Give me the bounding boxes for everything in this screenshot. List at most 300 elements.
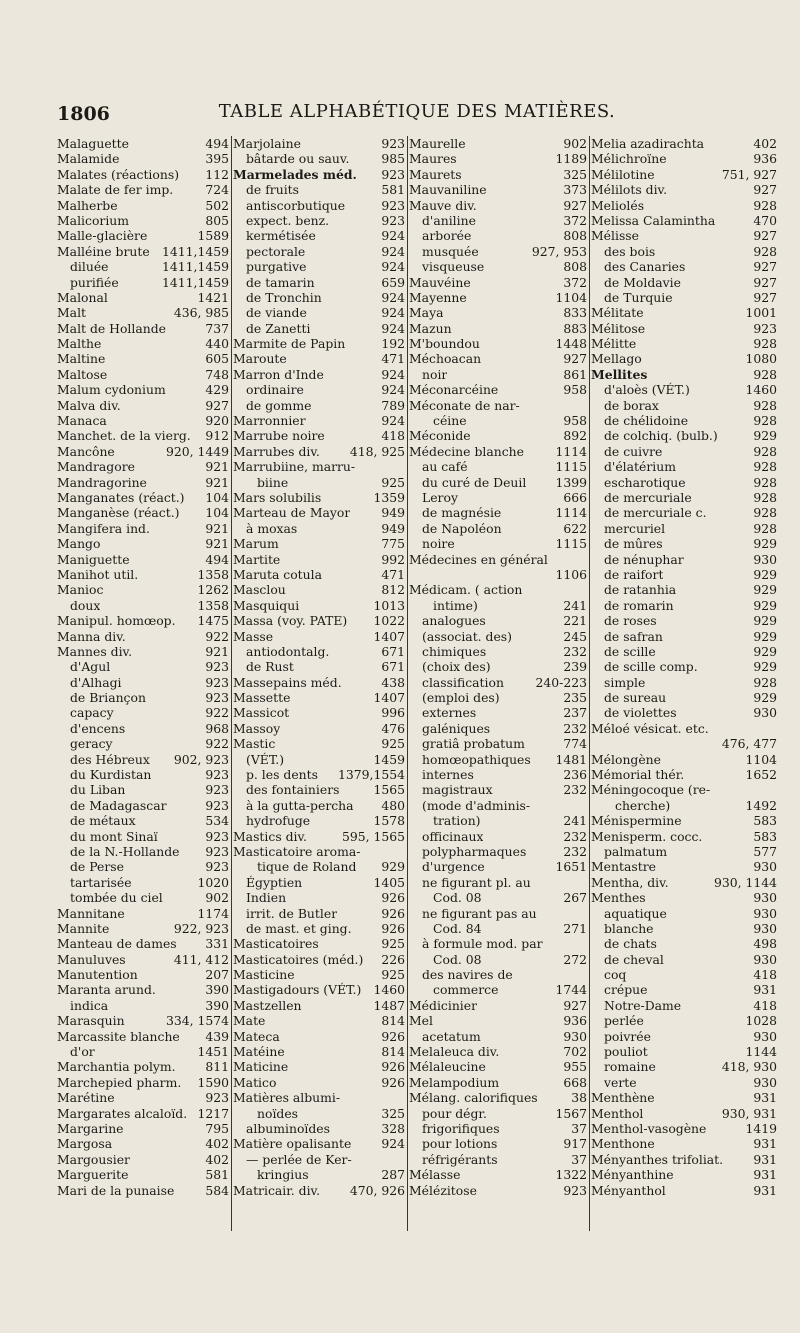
entry-pages: 1578 [373,813,405,829]
entry-term: Marrube noire [233,428,325,444]
entry-term: de Madagascar [70,797,167,813]
index-entry [409,521,587,536]
entry-pages: 812 [381,582,405,598]
entry-term: Mastzellen [233,997,302,1013]
entry-pages: 192 [381,336,405,352]
entry-pages: 232 [563,720,587,736]
entry-term: de mast. et ging. [246,920,352,936]
index-entry [409,305,587,320]
entry-pages: 1115 [555,536,587,552]
entry-term: Malamide [57,151,120,167]
index-entry [57,1183,229,1198]
entry-pages: 390 [205,982,229,998]
entry-term: Matricair. div. [233,1182,321,1198]
index-entry [591,398,777,413]
entry-term: d'urgence [422,859,485,875]
entry-pages: 1013 [373,597,405,613]
entry-term: Maniguette [57,551,130,567]
entry-term: frigorifiques [422,1121,500,1136]
entry-term: Maranta arund. [57,982,156,998]
entry-term: Mémorial thér. [591,767,685,783]
index-entry [591,798,777,813]
entry-term: de la N.-Hollande [70,843,180,859]
index-entry [591,136,777,151]
index-entry [591,890,777,905]
entry-term: Mannes div. [57,643,133,659]
entry-pages: 411, 412 [173,951,229,967]
entry-term: Médicam. ( action [409,582,523,598]
index-entry [409,167,587,182]
entry-term: Égyptien [246,874,303,890]
entry-pages: 808 [563,228,587,244]
index-entry [57,444,229,459]
index-entry [591,752,777,767]
entry-pages: 920, 1449 [165,443,229,459]
entry-term: d'aloès (VÉT.) [604,382,690,398]
index-entry [591,521,777,536]
entry-term: de magnésie [422,505,502,521]
index-entry [409,505,587,520]
entry-pages: 476, 477 [721,736,777,752]
entry-pages: 583 [753,828,777,844]
entry-pages: 232 [563,782,587,798]
index-entry [591,690,777,705]
index-entry [409,259,587,274]
index-entry [409,1121,587,1136]
entry-term: Malate de fer imp. [57,182,174,198]
entry-term: (mode d'adminis- [422,797,531,813]
entry-pages: 930 [753,1074,777,1090]
entry-pages: 584 [205,1182,229,1198]
entry-term: Mellites [591,366,648,382]
index-entry [57,582,229,597]
index-entry [409,182,587,197]
entry-term: Mauve div. [409,197,477,213]
entry-pages: 923 [205,767,229,783]
index-entry [591,228,777,243]
entry-pages: 929 [753,536,777,552]
entry-pages: 1104 [745,751,777,767]
entry-pages: 1022 [373,613,405,629]
entry-term: de violettes [604,705,677,721]
entry-term: Maltose [57,366,108,382]
entry-pages: 931 [753,1182,777,1198]
entry-term: arborée [422,228,472,244]
index-entry [409,936,587,951]
entry-term: Mangifera ind. [57,520,150,536]
index-entry [409,659,587,674]
entry-pages: 1322 [555,1167,587,1183]
entry-term: du Liban [70,782,126,798]
index-entry [57,321,229,336]
entry-term: Malicorium [57,212,130,228]
index-entry [233,367,405,382]
entry-pages: 1217 [197,1105,229,1121]
entry-term: de cuivre [604,443,663,459]
index-entry [57,613,229,628]
index-entry [57,629,229,644]
index-entry [591,182,777,197]
entry-pages: 924 [381,305,405,321]
entry-pages: 921 [205,474,229,490]
index-entry [57,1152,229,1167]
entry-term: tique de Roland [257,859,357,875]
entry-pages: 1407 [373,690,405,706]
index-entry [57,1013,229,1028]
entry-term: Margousier [57,1151,130,1167]
entry-pages: 1419 [745,1121,777,1136]
entry-term: Malthe [57,336,102,352]
index-entry [409,921,587,936]
index-entry [233,228,405,243]
index-entry [57,552,229,567]
entry-pages: 936 [563,1013,587,1029]
index-entry [233,536,405,551]
entry-term: Mastic [233,736,276,752]
entry-term: hydrofuge [246,813,311,829]
index-entry [409,952,587,967]
entry-pages: 929 [753,428,777,444]
entry-pages: 1028 [745,1013,777,1029]
index-entry [591,736,777,751]
entry-term: Méconate de nar- [409,397,520,413]
entry-term: Mélisse [591,228,639,244]
entry-pages: 931 [753,982,777,998]
entry-pages: 924 [381,259,405,275]
index-entry [57,413,229,428]
index-entry [591,767,777,782]
entry-term: de chats [604,936,657,952]
entry-term: M'boundou [409,336,480,352]
index-entry [57,598,229,613]
index-entry [233,1090,405,1105]
index-entry [409,428,587,443]
entry-pages: 924 [381,1136,405,1152]
entry-pages: 923 [753,320,777,336]
index-entry [57,136,229,151]
index-entry [409,598,587,613]
entry-term: Ményanthine [591,1167,674,1183]
entry-pages: 235 [563,690,587,706]
entry-pages: 577 [753,843,777,859]
entry-pages: 328 [381,1121,405,1136]
entry-pages: 924 [381,289,405,305]
index-column-1 [57,136,229,1231]
entry-pages: 833 [563,305,587,321]
entry-term: de Zanetti [246,320,311,336]
index-entry [591,1059,777,1074]
index-entry [233,182,405,197]
entry-pages: 811 [205,1059,229,1075]
entry-term: tration) [433,813,481,829]
index-entry [233,936,405,951]
entry-pages: 923 [205,797,229,813]
entry-term: bâtarde ou sauv. [246,151,350,167]
entry-pages: 861 [563,366,587,382]
entry-term: pour lotions [422,1136,498,1152]
index-entry [591,967,777,982]
index-entry [57,567,229,582]
entry-pages: 924 [381,228,405,244]
entry-pages: 927 [753,274,777,290]
entry-term: de nénuphar [604,551,684,567]
index-entry [57,490,229,505]
index-entry [591,644,777,659]
entry-pages: 924 [381,243,405,259]
entry-term: Marrubiine, marru- [233,459,356,475]
index-entry [591,629,777,644]
entry-pages: 922, 923 [173,920,229,936]
index-entry [57,536,229,551]
entry-pages: 902, 923 [173,751,229,767]
index-entry [409,875,587,890]
index-entry [57,182,229,197]
entry-term: pour dégr. [422,1105,487,1121]
entry-term: noire [422,536,455,552]
index-entry [591,459,777,474]
index-entry [233,705,405,720]
entry-term: gratiâ probatum [422,736,525,752]
entry-term: du curé de Deuil [422,474,527,490]
entry-pages: 928 [753,520,777,536]
entry-pages: 931 [753,1167,777,1183]
running-title: TABLE ALPHABÉTIQUE DES MATIÈRES. [218,101,616,122]
index-entry [57,275,229,290]
entry-term: Cod. 08 [433,951,482,967]
entry-pages: 104 [205,489,229,505]
index-entry [233,198,405,213]
entry-pages: 928 [753,474,777,490]
index-columns [57,136,777,1231]
entry-term: Malum cydonium [57,382,166,398]
entry-pages: 671 [381,659,405,675]
entry-pages: 930 [753,890,777,906]
entry-pages: 929 [753,643,777,659]
index-entry [57,675,229,690]
index-entry [233,875,405,890]
entry-term: de scille comp. [604,659,698,675]
entry-term: Masticatoire aroma- [233,843,361,859]
entry-term: Menthes [591,890,646,906]
index-entry [591,367,777,382]
entry-term: Leroy [422,489,458,505]
index-entry [409,798,587,813]
entry-term: Cod. 84 [433,920,482,936]
entry-pages: 1460 [373,982,405,998]
index-entry [409,136,587,151]
entry-term: d'or [70,1044,95,1060]
entry-term: coq [604,967,627,983]
entry-term: Melia azadirachta [591,136,705,151]
entry-term: Marchantia polym. [57,1059,176,1075]
entry-pages: 929 [753,597,777,613]
entry-term: de romarin [604,597,674,613]
entry-pages: 928 [753,674,777,690]
index-entry [233,321,405,336]
entry-pages: 930 [753,551,777,567]
entry-term: purifiée [70,274,119,290]
index-entry [57,259,229,274]
index-entry [233,813,405,828]
entry-term: Massoy [233,720,281,736]
index-entry [591,336,777,351]
entry-term: Malates (réactions) [57,166,180,182]
entry-term: Menthol [591,1105,644,1121]
entry-term: Margarine [57,1121,124,1136]
index-entry [591,552,777,567]
entry-term: verte [604,1074,637,1090]
index-entry [591,1013,777,1028]
entry-pages: 605 [205,351,229,367]
entry-term: d'aniline [422,212,476,228]
entry-pages: 1262 [197,582,229,598]
index-entry [409,721,587,736]
entry-pages: 958 [563,382,587,398]
entry-term: Maures [409,151,457,167]
index-entry [591,413,777,428]
index-entry [409,367,587,382]
entry-term: biine [257,474,289,490]
index-entry [409,1029,587,1044]
entry-pages: 1189 [555,151,587,167]
index-entry [233,906,405,921]
entry-term: de Napoléon [422,520,502,536]
entry-term: de ratanhia [604,582,677,598]
index-entry [233,1136,405,1151]
entry-term: Maruta cotula [233,566,322,582]
entry-pages: 927 [563,997,587,1013]
index-entry [57,290,229,305]
index-column-4 [591,136,777,1231]
entry-pages: 926 [381,890,405,906]
entry-term: Malt [57,305,87,321]
entry-pages: 1001 [745,305,777,321]
index-entry [591,1044,777,1059]
index-entry [409,752,587,767]
entry-term: Margosa [57,1136,113,1152]
entry-pages: 929 [753,566,777,582]
entry-term: Mazun [409,320,452,336]
entry-term: Masticatoires [233,936,319,952]
entry-pages: 921 [205,459,229,475]
entry-term: homœopathiques [422,751,531,767]
entry-pages: 926 [381,1059,405,1075]
entry-pages: 926 [381,1028,405,1044]
index-entry [57,813,229,828]
entry-pages: 996 [381,705,405,721]
entry-pages: 928 [753,197,777,213]
index-entry [409,629,587,644]
entry-pages: 1487 [373,997,405,1013]
entry-term: Marcassite blanche [57,1028,180,1044]
entry-pages: 927, 953 [531,243,587,259]
index-entry [591,151,777,166]
index-entry [233,1059,405,1074]
entry-pages: 1115 [555,459,587,475]
index-entry [409,1059,587,1074]
index-entry [233,1121,405,1136]
entry-pages: 470 [753,212,777,228]
entry-pages: 272 [563,951,587,967]
entry-term: des Canaries [604,259,686,275]
index-entry [233,398,405,413]
entry-pages: 418 [753,967,777,983]
entry-term: intime) [433,597,478,613]
index-column-2 [233,136,405,1231]
index-entry [233,275,405,290]
entry-term: Ményanthes trifoliat. [591,1151,724,1167]
index-entry [57,398,229,413]
index-entry [57,859,229,874]
entry-pages: 930 [753,905,777,921]
index-entry [591,998,777,1013]
entry-term: pectorale [246,243,306,259]
index-entry [409,890,587,905]
entry-pages: 480 [381,797,405,813]
entry-pages: 924 [381,366,405,382]
entry-pages: 923 [205,859,229,875]
index-entry [233,490,405,505]
entry-pages: 929 [753,690,777,706]
index-entry [409,767,587,782]
entry-term: Mélilotine [591,166,655,182]
entry-term: Melampodium [409,1074,500,1090]
entry-pages: 1114 [555,443,587,459]
column-divider [407,136,408,1231]
entry-term: de sureau [604,690,667,706]
entry-term: antiscorbutique [246,197,346,213]
entry-pages: 928 [753,505,777,521]
entry-term: Mandragore [57,459,135,475]
entry-pages: 402 [753,136,777,151]
entry-term: Manipul. homœop. [57,613,176,629]
index-entry [409,644,587,659]
index-entry [409,567,587,582]
entry-pages: 912 [205,428,229,444]
index-entry [591,567,777,582]
index-entry [57,1106,229,1121]
entry-pages: 1451 [197,1044,229,1060]
index-entry [233,752,405,767]
entry-term: aquatique [604,905,667,921]
entry-term: de tamarin [246,274,315,290]
entry-pages: 927 [563,197,587,213]
entry-pages: 372 [563,274,587,290]
entry-term: Manutention [57,967,138,983]
entry-term: Maltine [57,351,106,367]
entry-term: de Tronchin [246,289,322,305]
index-entry [409,290,587,305]
entry-term: albuminoïdes [246,1121,330,1136]
index-entry [233,675,405,690]
entry-term: Manganates (réact.) [57,489,185,505]
index-entry [57,1029,229,1044]
entry-pages: 936 [753,151,777,167]
entry-term: perlée [604,1013,644,1029]
index-entry [409,1106,587,1121]
entry-pages: 583 [753,813,777,829]
entry-pages: 1411,1459 [161,274,229,290]
entry-pages: 902 [563,136,587,151]
index-entry [57,644,229,659]
entry-term: Malle-glacière [57,228,148,244]
entry-pages: 438 [381,674,405,690]
entry-pages: 1421 [197,289,229,305]
entry-term: Cod. 08 [433,890,482,906]
index-entry [591,290,777,305]
index-entry [591,906,777,921]
entry-term: de Briançon [70,690,146,706]
